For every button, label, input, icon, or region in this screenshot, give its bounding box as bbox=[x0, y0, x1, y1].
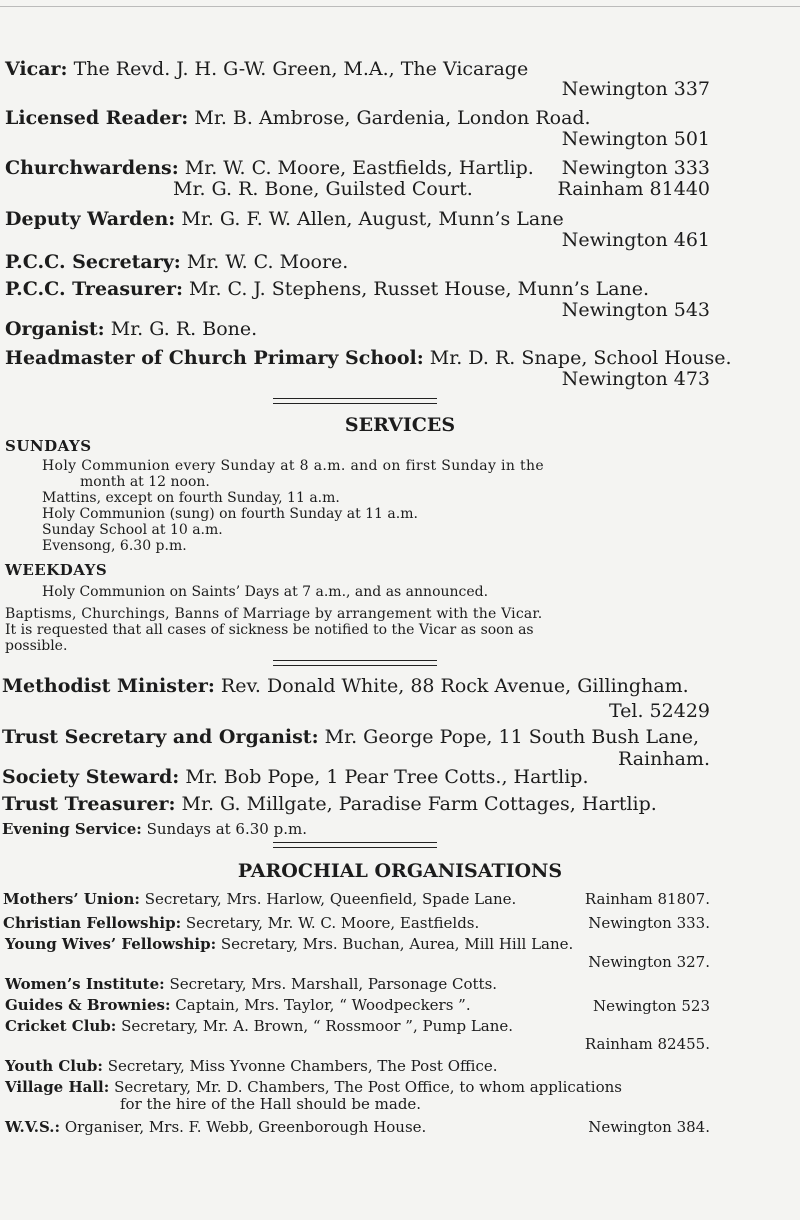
village-hall-entry: Village Hall: Secretary, Mr. D. Chambers, The Post Office, to whom applications bbox=[5, 1078, 622, 1096]
services-note: possible. bbox=[5, 638, 68, 654]
wvs-entry: W.V.S.: Organiser, Mrs. F. Webb, Greenborough House. bbox=[5, 1118, 427, 1136]
methodist-minister-entry: Methodist Minister: Rev. Donald White, 88 Rock Avenue, Gillingham. bbox=[2, 675, 689, 697]
sunday-line: Evensong, 6.30 p.m. bbox=[42, 538, 187, 554]
womens-institute-entry: Women’s Institute: Secretary, Mrs. Marshall, Parsonage Cotts. bbox=[5, 975, 498, 993]
sunday-line: Holy Communion (sung) on fourth Sunday at 11 a.m. bbox=[42, 506, 418, 522]
section-divider bbox=[273, 842, 437, 848]
wvs-tel: Newington 384. bbox=[588, 1118, 710, 1136]
trust-secretary-cont: Rainham. bbox=[617, 748, 710, 770]
sunday-line: month at 12 noon. bbox=[80, 474, 210, 490]
trust-treasurer-entry: Trust Treasurer: Mr. G. Millgate, Paradise Farm Cottages, Hartlip. bbox=[2, 793, 657, 815]
minister-tel: Tel. 52429 bbox=[608, 700, 710, 722]
pcc-treasurer-tel: Newington 543 bbox=[561, 299, 710, 321]
top-edge bbox=[0, 6, 800, 7]
guides-tel: Newington 523 bbox=[592, 997, 710, 1015]
trust-secretary-entry: Trust Secretary and Organist: Mr. George Pope, 11 South Bush Lane, bbox=[2, 726, 700, 748]
deputy-warden-entry: Deputy Warden: Mr. G. F. W. Allen, August, Munn’s Lane bbox=[5, 208, 564, 230]
evening-service-entry: Evening Service: Sundays at 6.30 p.m. bbox=[2, 820, 307, 838]
mothers-union-tel: Rainham 81807. bbox=[584, 890, 710, 908]
mothers-union-entry: Mothers’ Union: Secretary, Mrs. Harlow, Queenfield, Spade Lane. bbox=[3, 890, 517, 908]
vicar-tel: Newington 337 bbox=[561, 78, 710, 100]
sunday-line: Mattins, except on fourth Sunday, 11 a.m. bbox=[42, 490, 340, 506]
section-divider bbox=[273, 398, 437, 404]
reader-tel: Newington 501 bbox=[561, 128, 710, 150]
weekday-line: Holy Communion on Saints’ Days at 7 a.m., and as announced. bbox=[42, 584, 489, 600]
churchwardens-entry: Churchwardens: Mr. W. C. Moore, Eastfields, Hartlip. bbox=[5, 157, 534, 179]
reader-entry: Licensed Reader: Mr. B. Ambrose, Gardenia, London Road. bbox=[5, 107, 591, 129]
vicar-entry: Vicar: The Revd. J. H. G-W. Green, M.A., The Vicarage bbox=[5, 58, 529, 80]
deputy-tel: Newington 461 bbox=[561, 229, 710, 251]
churchwarden2-tel: Rainham 81440 bbox=[557, 178, 710, 200]
young-wives-tel: Newington 327. bbox=[588, 953, 710, 971]
village-hall-cont: for the hire of the Hall should be made. bbox=[120, 1095, 422, 1113]
services-heading: SERVICES bbox=[344, 414, 456, 436]
youth-club-entry: Youth Club: Secretary, Miss Yvonne Chambers, The Post Office. bbox=[5, 1057, 498, 1075]
section-divider bbox=[273, 660, 437, 666]
society-steward-entry: Society Steward: Mr. Bob Pope, 1 Pear Tree Cotts., Hartlip. bbox=[2, 766, 589, 788]
sunday-line: Holy Communion every Sunday at 8 a.m. and on first Sunday in the bbox=[42, 458, 544, 474]
cricket-tel: Rainham 82455. bbox=[584, 1035, 710, 1053]
cricket-club-entry: Cricket Club: Secretary, Mr. A. Brown, “ Rossmoor ”, Pump Lane. bbox=[5, 1017, 514, 1035]
parochial-heading: PAROCHIAL ORGANISATIONS bbox=[237, 860, 563, 882]
christian-fellowship-entry: Christian Fellowship: Secretary, Mr. W. C. Moore, Eastfields. bbox=[3, 914, 480, 932]
weekdays-label: WEEKDAYS bbox=[5, 561, 108, 579]
sundays-label: SUNDAYS bbox=[5, 437, 92, 455]
organist-entry: Organist: Mr. G. R. Bone. bbox=[5, 318, 258, 340]
pcc-secretary-entry: P.C.C. Secretary: Mr. W. C. Moore. bbox=[5, 251, 349, 273]
young-wives-entry: Young Wives’ Fellowship: Secretary, Mrs. Buchan, Aurea, Mill Hill Lane. bbox=[5, 935, 574, 953]
headmaster-tel: Newington 473 bbox=[561, 368, 710, 390]
pcc-treasurer-entry: P.C.C. Treasurer: Mr. C. J. Stephens, Russet House, Munn’s Lane. bbox=[5, 278, 650, 300]
guides-brownies-entry: Guides & Brownies: Captain, Mrs. Taylor, “ Woodpeckers ”. bbox=[5, 996, 471, 1014]
services-note: It is requested that all cases of sickness be notified to the Vicar as soon as bbox=[5, 622, 534, 638]
sunday-line: Sunday School at 10 a.m. bbox=[42, 522, 223, 538]
services-note: Baptisms, Churchings, Banns of Marriage by arrangement with the Vicar. bbox=[5, 606, 543, 622]
churchwarden2-line: Mr. G. R. Bone, Guilsted Court. bbox=[173, 178, 473, 200]
churchwarden1-tel: Newington 333 bbox=[561, 157, 710, 179]
headmaster-entry: Headmaster of Church Primary School: Mr. D. R. Snape, School House. bbox=[5, 347, 732, 369]
christian-fellowship-tel: Newington 333. bbox=[588, 914, 710, 932]
